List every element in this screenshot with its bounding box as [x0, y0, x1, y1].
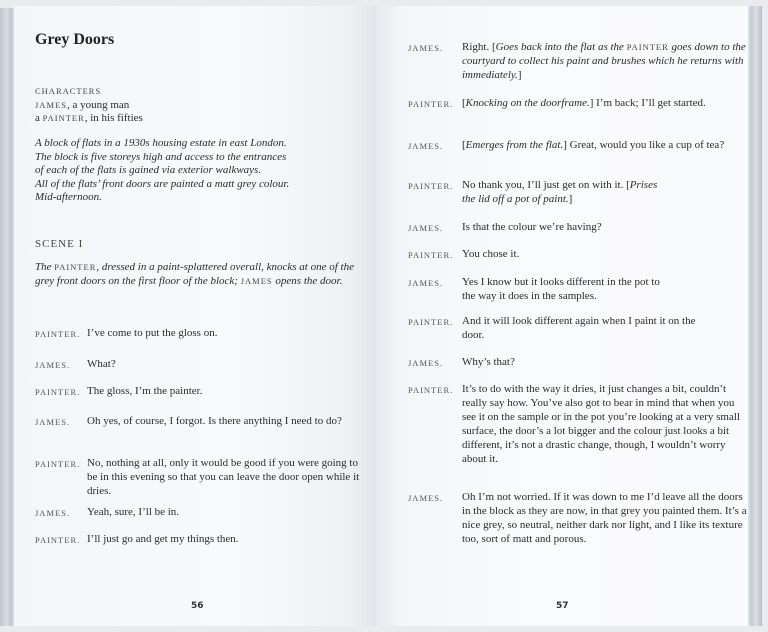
setting-line: Mid-afternoon. — [35, 191, 102, 204]
speaker: PAINTER. — [408, 385, 454, 395]
speech: Is that the colour we’re having? — [462, 221, 602, 233]
setting-description — [35, 137, 355, 205]
speaker: PAINTER. — [35, 535, 81, 545]
speaker: PAINTER. — [408, 317, 454, 327]
speech: You chose it. — [462, 248, 520, 260]
characters-heading: CHARACTERS — [35, 86, 102, 96]
speech: Yes I know but it looks different in the pot to the way it does in the samples. — [462, 276, 660, 302]
speaker: JAMES. — [35, 508, 71, 518]
character-painter: a PAINTER, in his fifties — [35, 112, 143, 125]
character-james: JAMES, a young man — [35, 98, 130, 111]
scene-direction: The PAINTER, dressed in a paint-splattered overall, knocks at one of the grey front doors on the first floor of the block; JAMES opens the door. — [35, 261, 354, 287]
speaker: PAINTER. — [408, 250, 454, 260]
right-page-edge — [746, 6, 762, 626]
speech: It’s to do with the way it dries, it just changes a bit, couldn’t really say how. You’ve also got to bear in mind that when you see it on the sample or in the pot you’re looking at a very small surface, the door’s a lot bigger and the colour just looks a bit different, it’s not a drastic change, though, I wouldn’t worry about it. — [462, 383, 740, 465]
speech: Yeah, sure, I’ll be in. — [87, 506, 180, 518]
speaker: JAMES. — [408, 493, 444, 503]
page-number-left: 56 — [191, 601, 204, 611]
speech: [Knocking on the doorframe.] I’m back; I’ll get started. — [462, 97, 706, 109]
speech: No, nothing at all, only it would be good if you were going to be in this evening so that you can leave the door open while it dries. — [87, 457, 360, 497]
speech: I’ve come to put the gloss on. — [87, 327, 218, 339]
speech: What? — [87, 358, 116, 370]
scene-heading: SCENE I — [35, 238, 84, 250]
speech: [Emerges from the flat.] Great, would you like a cup of tea? — [462, 139, 725, 151]
speaker: PAINTER. — [408, 181, 454, 191]
speaker: JAMES. — [35, 417, 71, 427]
speaker: JAMES. — [408, 223, 444, 233]
speaker: JAMES. — [35, 360, 71, 370]
speaker: PAINTER. — [408, 99, 454, 109]
speaker: JAMES. — [408, 278, 444, 288]
play-title: Grey Doors — [35, 31, 115, 48]
speaker: JAMES. — [408, 43, 444, 53]
page-number-right: 57 — [556, 601, 569, 611]
setting-line: The block is five storeys high and access to the entrances — [35, 150, 287, 163]
speech: And it will look different again when I paint it on the door. — [462, 315, 696, 341]
speech: Right. [Goes back into the flat as the PAINTER goes down to the courtyard to collect his paint and brushes which he returns with immediately.] — [462, 41, 746, 81]
speech: I’ll just go and get my things then. — [87, 533, 239, 545]
speech: Why’s that? — [462, 356, 515, 368]
speaker: PAINTER. — [35, 329, 81, 339]
speaker: JAMES. — [408, 141, 444, 151]
speech: Oh I’m not worried. If it was down to me I’d leave all the doors in the block as they are now, in that grey you painted them. It’s a nice grey, so neutral, neither dark nor light, and I like its texture too, sort of matt and porous. — [462, 491, 747, 545]
speaker: PAINTER. — [35, 387, 81, 397]
characters-list — [35, 85, 143, 126]
speech: No thank you, I’ll just get on with it. [Prises the lid off a pot of paint.] — [462, 179, 658, 205]
speaker: PAINTER. — [35, 459, 81, 469]
speech: Oh yes, of course, I forgot. Is there anything I need to do? — [87, 415, 342, 427]
setting-line: of each of the flats is gained via exterior walkways. — [35, 164, 262, 177]
speech: The gloss, I’m the painter. — [87, 385, 203, 397]
speaker: JAMES. — [408, 358, 444, 368]
setting-line: A block of flats in a 1930s housing estate in east London. — [35, 137, 287, 149]
setting-line: All of the flats’ front doors are painted a matt grey colour. — [35, 177, 290, 190]
